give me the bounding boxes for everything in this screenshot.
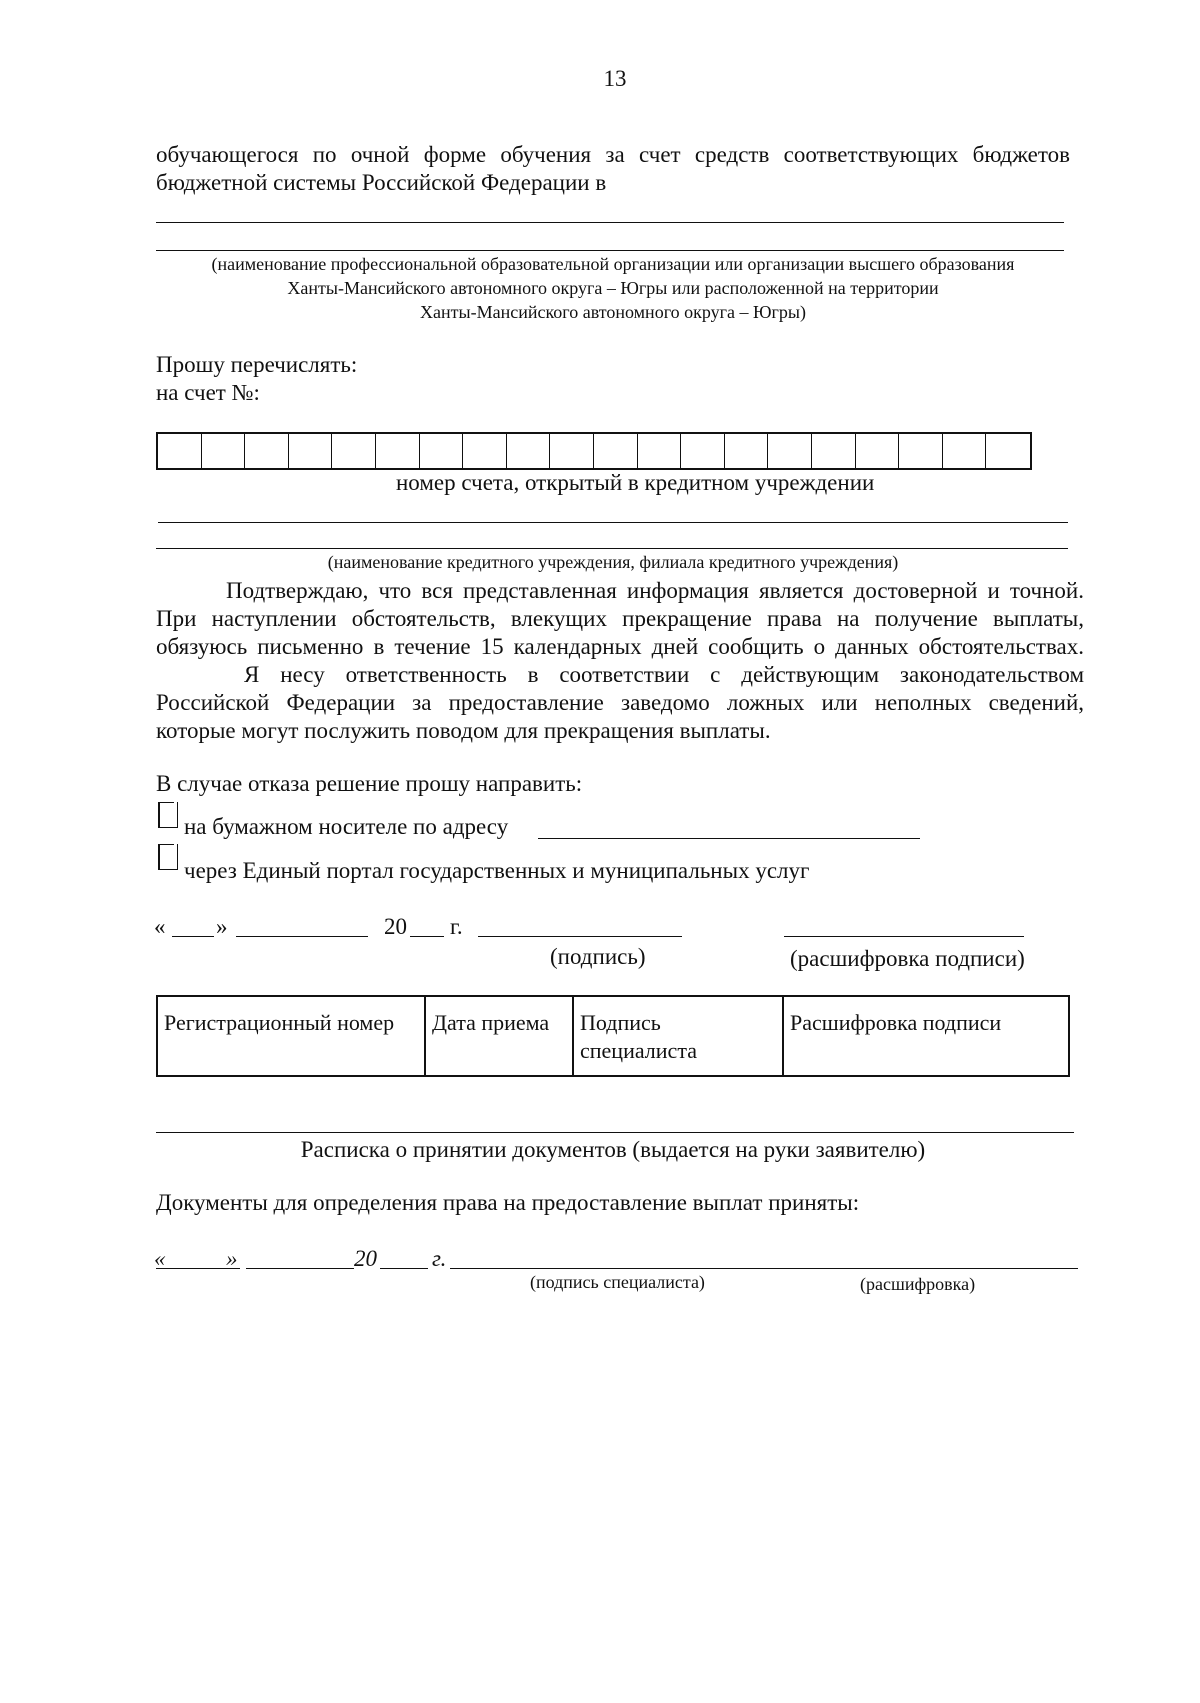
receipt-year-suffix: г. — [432, 1246, 447, 1271]
table-row — [157, 996, 1069, 1076]
confirmation-p1-line-2: При наступлении обстоятельств, влекущих прекращение права на получение выплаты, — [156, 606, 1084, 631]
receipt-year-prefix: 20 — [354, 1246, 377, 1271]
signature-decoding-field[interactable] — [784, 936, 1024, 937]
account-digit-cell[interactable] — [245, 434, 289, 468]
receipt-accepted: Документы для определения права на предоставление выплат приняты: — [156, 1190, 860, 1215]
account-digit-cell[interactable] — [943, 434, 987, 468]
receipt-year-field[interactable] — [380, 1268, 428, 1269]
refusal-heading: В случае отказа решение прошу направить: — [156, 771, 583, 796]
confirmation-p1-line-3: обязуюсь письменно в течение 15 календарных дней сообщить о данных обстоятельствах. — [156, 634, 1084, 659]
account-digit-cell[interactable] — [812, 434, 856, 468]
specialist-signature-caption: (подпись специалиста) — [530, 1272, 705, 1292]
portal-option-label: через Единый портал государственных и муниципальных услуг — [184, 858, 810, 883]
specialist-signature-header-line-1: Подпись — [580, 1010, 661, 1035]
account-digit-cell[interactable] — [856, 434, 900, 468]
account-digit-cell[interactable] — [202, 434, 246, 468]
account-digit-cell[interactable] — [376, 434, 420, 468]
registration-table — [156, 995, 1070, 1077]
bank-name-field-2[interactable] — [156, 548, 1068, 549]
specialist-signature-header-line-2: специалиста — [580, 1038, 697, 1063]
account-digit-cell[interactable] — [768, 434, 812, 468]
org-caption-line-1: (наименование профессиональной образовательной организации или организации высшего образования — [211, 254, 1015, 274]
page-number: 13 — [603, 66, 627, 91]
bank-name-field-1[interactable] — [158, 522, 1068, 523]
date-open-quote: « — [154, 914, 166, 939]
account-digit-cell[interactable] — [550, 434, 594, 468]
receipt-month-field[interactable] — [246, 1268, 354, 1269]
receipt-decoding-caption: (расшифровка) — [860, 1274, 976, 1294]
account-digit-cell[interactable] — [289, 434, 333, 468]
account-caption: номер счета, открытый в кредитном учреждении — [396, 470, 875, 495]
bank-caption: (наименование кредитного учреждения, филиала кредитного учреждения) — [327, 552, 899, 572]
account-label: на счет №: — [156, 380, 260, 405]
account-digit-cell[interactable] — [681, 434, 725, 468]
account-number-grid[interactable] — [156, 432, 1032, 470]
receipt-separator — [156, 1132, 1074, 1133]
intro-line-2: бюджетной системы Российской Федерации в — [156, 170, 607, 195]
paper-option-label: на бумажном носителе по адресу — [184, 814, 509, 839]
account-digit-cell[interactable] — [725, 434, 769, 468]
signature-decoding-caption: (расшифровка подписи) — [790, 946, 1025, 971]
account-digit-cell[interactable] — [638, 434, 682, 468]
confirmation-p2-line-1: Я несу ответственность в соответствии с действующим законодательством — [244, 662, 1084, 687]
receipt-signature-field[interactable] — [450, 1268, 1078, 1269]
account-digit-cell[interactable] — [899, 434, 943, 468]
date-year-prefix: 20 — [384, 914, 407, 939]
transfer-request: Прошу перечислять: — [156, 352, 358, 377]
receipt-title: Расписка о принятии документов (выдается на руки заявителю) — [300, 1137, 926, 1162]
address-field[interactable] — [538, 838, 920, 839]
confirmation-p2-line-3: которые могут послужить поводом для прекращения выплаты. — [156, 718, 771, 743]
account-digit-cell[interactable] — [332, 434, 376, 468]
account-digit-cell[interactable] — [463, 434, 507, 468]
org-name-field-2[interactable] — [156, 250, 1064, 251]
account-digit-cell[interactable] — [986, 434, 1030, 468]
signature-field[interactable] — [478, 936, 682, 937]
registration-number-header: Регистрационный номер — [157, 996, 425, 1076]
receipt-close-quote: » — [226, 1246, 238, 1271]
reception-date-header: Дата приема — [425, 996, 573, 1076]
date-close-quote: » — [216, 914, 228, 939]
date-day-field[interactable] — [172, 936, 214, 937]
receipt-open-quote: « — [154, 1246, 166, 1271]
account-digit-cell[interactable] — [420, 434, 464, 468]
confirmation-p1-line-1: Подтверждаю, что вся представленная информация является достоверной и точной. — [226, 578, 1084, 603]
confirmation-p2-line-2: Российской Федерации за предоставление заведомо ложных или неполных сведений, — [156, 690, 1084, 715]
org-name-field-1[interactable] — [156, 222, 1064, 223]
date-year-suffix: г. — [450, 914, 463, 939]
date-month-field[interactable] — [236, 936, 368, 937]
account-digit-cell[interactable] — [507, 434, 551, 468]
portal-option-checkbox[interactable] — [158, 844, 178, 870]
signature-decoding-header: Расшифровка подписи — [783, 996, 1069, 1076]
paper-option-checkbox[interactable] — [158, 802, 178, 828]
intro-line-1: обучающегося по очной форме обучения за счет средств соответствующих бюджетов — [156, 142, 1070, 167]
org-caption-line-3: Ханты-Мансийского автономного округа – Югры) — [420, 302, 806, 322]
org-caption-line-2: Ханты-Мансийского автономного округа – Югры или расположенной на территории — [287, 278, 939, 298]
account-digit-cell[interactable] — [158, 434, 202, 468]
specialist-signature-header — [573, 996, 783, 1076]
date-year-field[interactable] — [410, 936, 444, 937]
signature-caption: (подпись) — [550, 944, 646, 969]
account-digit-cell[interactable] — [594, 434, 638, 468]
